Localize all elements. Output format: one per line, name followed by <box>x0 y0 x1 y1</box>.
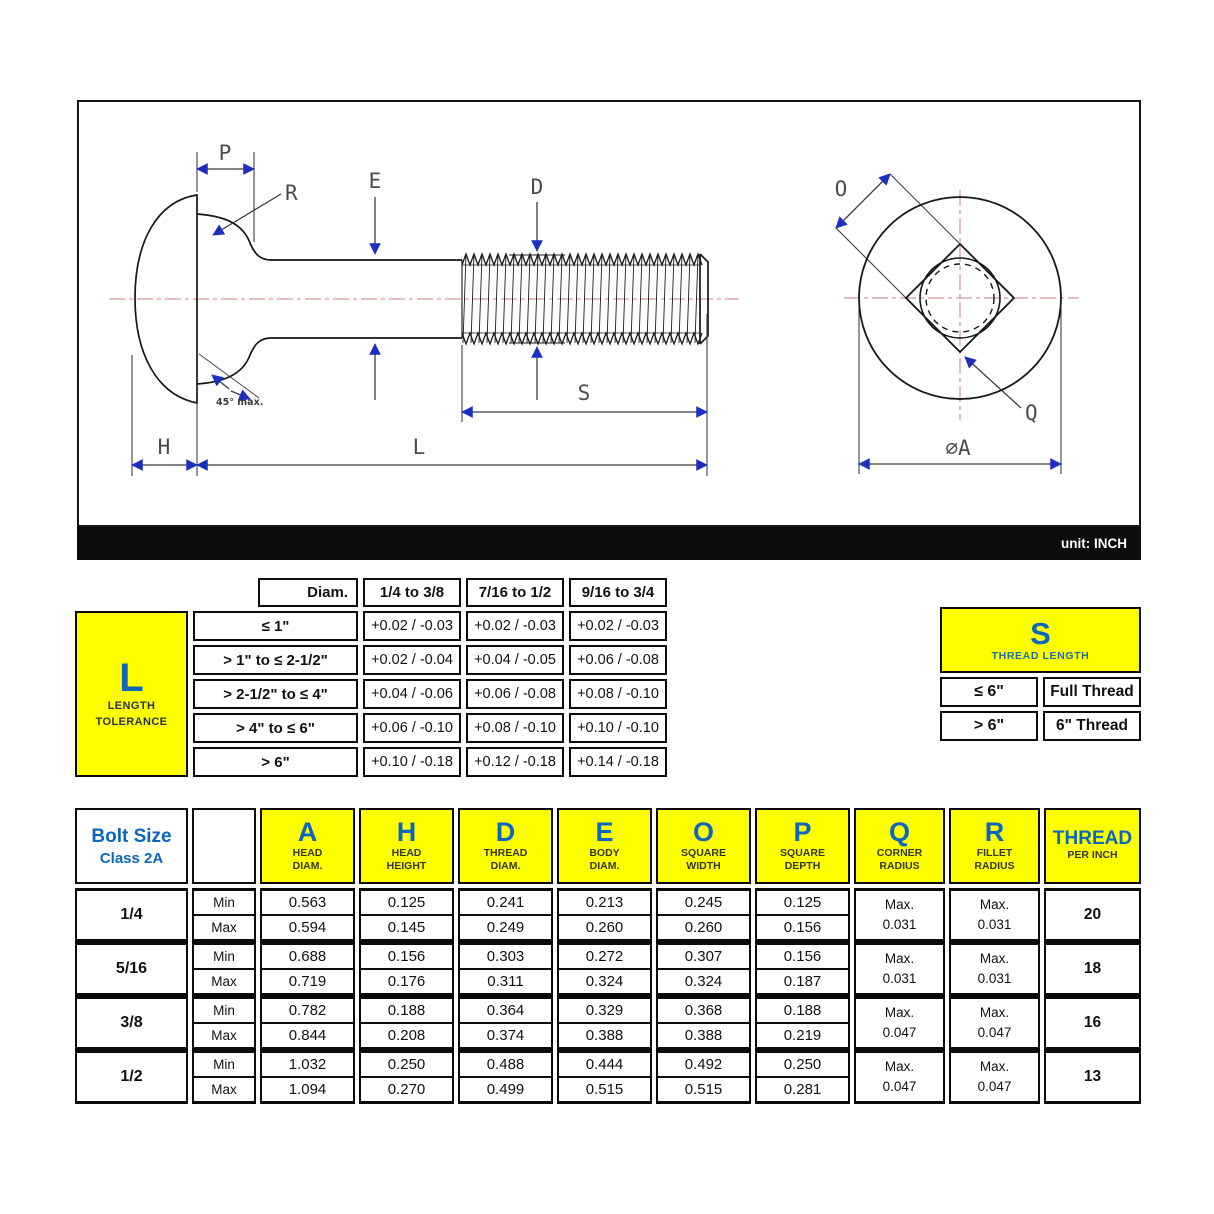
bolt-size: 5/16 <box>75 942 188 996</box>
tolerance-value: +0.06 / -0.08 <box>569 645 667 675</box>
corner-radius-cell: Max. 0.031 <box>854 888 945 942</box>
value-cell: 0.156 <box>359 942 454 969</box>
value-cell: 0.260 <box>656 915 751 942</box>
tolerance-value: +0.04 / -0.05 <box>466 645 564 675</box>
corner-radius-cell: Max. 0.047 <box>854 996 945 1050</box>
value-cell: 0.219 <box>755 1023 850 1050</box>
tolerance-value: +0.02 / -0.04 <box>363 645 461 675</box>
tolerance-header-col3: 9/16 to 3/4 <box>569 578 667 607</box>
thread-length-title-cell <box>940 607 1141 673</box>
value-cell: 0.444 <box>557 1050 652 1077</box>
max-label: Max <box>192 1023 256 1050</box>
label-l: L <box>412 435 426 459</box>
tolerance-value: +0.02 / -0.03 <box>466 611 564 641</box>
value-cell: 0.208 <box>359 1023 454 1050</box>
value-cell: 0.311 <box>458 969 553 996</box>
length-tolerance-title-cell <box>75 611 188 777</box>
bolt-size: 1/2 <box>75 1050 188 1104</box>
value-cell: 0.499 <box>458 1077 553 1104</box>
bolt-size: 1/4 <box>75 888 188 942</box>
tolerance-row-label: > 1" to ≤ 2-1/2" <box>193 645 358 675</box>
value-cell: 0.145 <box>359 915 454 942</box>
value-cell: 0.241 <box>458 888 553 915</box>
value-cell: 1.032 <box>260 1050 355 1077</box>
value-cell: 0.187 <box>755 969 850 996</box>
value-cell: 0.156 <box>755 915 850 942</box>
tolerance-row-label: ≤ 1" <box>193 611 358 641</box>
tolerance-value: +0.12 / -0.18 <box>466 747 564 777</box>
fillet-radius-cell: Max. 0.031 <box>949 888 1040 942</box>
value-cell: 0.176 <box>359 969 454 996</box>
tolerance-value: +0.10 / -0.18 <box>363 747 461 777</box>
thread-length-subtitle: THREAD LENGTH <box>991 650 1090 663</box>
value-cell: 0.594 <box>260 915 355 942</box>
label-phi-a: ⌀A <box>945 436 971 460</box>
tolerance-value: +0.08 / -0.10 <box>466 713 564 743</box>
fillet-radius-cell: Max. 0.047 <box>949 996 1040 1050</box>
value-cell: 0.492 <box>656 1050 751 1077</box>
value-cell: 0.188 <box>755 996 850 1023</box>
tolerance-header-col2: 7/16 to 1/2 <box>466 578 564 607</box>
value-cell: 0.125 <box>755 888 850 915</box>
unit-bar <box>77 527 1141 560</box>
value-cell: 0.324 <box>557 969 652 996</box>
value-cell: 0.303 <box>458 942 553 969</box>
column-header-P: P SQUARE DEPTH <box>755 808 850 884</box>
value-cell: 0.364 <box>458 996 553 1023</box>
value-cell: 1.094 <box>260 1077 355 1104</box>
thread-length-value: 6" Thread <box>1043 711 1141 741</box>
dimension-table-body <box>75 888 1141 1104</box>
thread-length-condition: ≤ 6" <box>940 677 1038 707</box>
unit-label: unit: INCH <box>1061 536 1127 551</box>
value-cell: 0.388 <box>656 1023 751 1050</box>
label-d: D <box>530 175 544 199</box>
carriage-bolt-drawing <box>79 102 1139 525</box>
fillet-radius-cell: Max. 0.031 <box>949 942 1040 996</box>
tolerance-row-label: > 6" <box>193 747 358 777</box>
value-cell: 0.249 <box>458 915 553 942</box>
value-cell: 0.260 <box>557 915 652 942</box>
corner-radius-cell: Max. 0.047 <box>854 1050 945 1104</box>
value-cell: 0.156 <box>755 942 850 969</box>
column-header-H: H HEAD HEIGHT <box>359 808 454 884</box>
min-label: Min <box>192 888 256 915</box>
value-cell: 0.844 <box>260 1023 355 1050</box>
value-cell: 0.515 <box>656 1077 751 1104</box>
label-o: O <box>834 177 848 201</box>
bolt-size-subtitle: Class 2A <box>99 849 164 867</box>
thread-length-condition: > 6" <box>940 711 1038 741</box>
thread-length-table <box>940 607 1141 741</box>
tolerance-value: +0.10 / -0.10 <box>569 713 667 743</box>
thread-profile <box>462 254 702 344</box>
threads-per-inch-cell: 13 <box>1044 1050 1141 1104</box>
max-label: Max <box>192 969 256 996</box>
label-h: H <box>157 435 171 459</box>
bolt-size-header-cell <box>75 808 188 884</box>
min-label: Min <box>192 942 256 969</box>
label-s: S <box>577 381 591 405</box>
thread-length-value: Full Thread <box>1043 677 1141 707</box>
column-header-THREAD: THREAD PER INCH <box>1044 808 1141 884</box>
bolt-size: 3/8 <box>75 996 188 1050</box>
threads-per-inch-cell: 18 <box>1044 942 1141 996</box>
value-cell: 0.329 <box>557 996 652 1023</box>
value-cell: 0.719 <box>260 969 355 996</box>
value-cell: 0.250 <box>359 1050 454 1077</box>
dimension-table-header <box>75 808 1141 884</box>
value-cell: 0.272 <box>557 942 652 969</box>
value-cell: 0.782 <box>260 996 355 1023</box>
column-header-D: D THREAD DIAM. <box>458 808 553 884</box>
threads-per-inch-cell: 20 <box>1044 888 1141 942</box>
column-header-A: A HEAD DIAM. <box>260 808 355 884</box>
value-cell: 0.374 <box>458 1023 553 1050</box>
tolerance-value: +0.14 / -0.18 <box>569 747 667 777</box>
length-tolerance-table <box>75 578 667 777</box>
value-cell: 0.281 <box>755 1077 850 1104</box>
corner-radius-cell: Max. 0.031 <box>854 942 945 996</box>
dimension-arrows <box>132 169 1061 465</box>
value-cell: 0.125 <box>359 888 454 915</box>
value-cell: 0.388 <box>557 1023 652 1050</box>
length-tolerance-subtitle: LENGTH TOLERANCE <box>95 699 168 728</box>
bolt-drawing-panel <box>77 100 1141 527</box>
threads-per-inch-cell: 16 <box>1044 996 1141 1050</box>
tolerance-value: +0.04 / -0.06 <box>363 679 461 709</box>
bolt-size-title: Bolt Size <box>91 826 172 848</box>
value-cell: 0.245 <box>656 888 751 915</box>
max-label: Max <box>192 1077 256 1104</box>
tolerance-value: +0.06 / -0.10 <box>363 713 461 743</box>
label-e: E <box>368 169 382 193</box>
min-label: Min <box>192 996 256 1023</box>
max-label: Max <box>192 915 256 942</box>
min-label: Min <box>192 1050 256 1077</box>
value-cell: 0.368 <box>656 996 751 1023</box>
tolerance-header-diam: Diam. <box>258 578 358 607</box>
column-header-Q: Q CORNER RADIUS <box>854 808 945 884</box>
value-cell: 0.515 <box>557 1077 652 1104</box>
value-cell: 0.563 <box>260 888 355 915</box>
fillet-radius-cell: Max. 0.047 <box>949 1050 1040 1104</box>
thread-length-letter: S <box>1030 615 1051 651</box>
column-header-O: O SQUARE WIDTH <box>656 808 751 884</box>
label-q: Q <box>1025 401 1038 425</box>
value-cell: 0.488 <box>458 1050 553 1077</box>
tolerance-row-label: > 4" to ≤ 6" <box>193 713 358 743</box>
tolerance-header-col1: 1/4 to 3/8 <box>363 578 461 607</box>
value-cell: 0.250 <box>755 1050 850 1077</box>
value-cell: 0.213 <box>557 888 652 915</box>
column-header-E: E BODY DIAM. <box>557 808 652 884</box>
label-r: R <box>285 181 298 205</box>
tolerance-value: +0.06 / -0.08 <box>466 679 564 709</box>
length-tolerance-letter: L <box>119 655 144 700</box>
tolerance-value: +0.02 / -0.03 <box>363 611 461 641</box>
label-angle-note: 45° max. <box>216 397 264 408</box>
tolerance-value: +0.02 / -0.03 <box>569 611 667 641</box>
tolerance-row-label: > 2-1/2" to ≤ 4" <box>193 679 358 709</box>
value-cell: 0.307 <box>656 942 751 969</box>
value-cell: 0.324 <box>656 969 751 996</box>
label-p: P <box>218 141 232 165</box>
empty-header-cell <box>192 808 256 884</box>
value-cell: 0.188 <box>359 996 454 1023</box>
column-header-R: R FILLET RADIUS <box>949 808 1040 884</box>
value-cell: 0.688 <box>260 942 355 969</box>
tolerance-value: +0.08 / -0.10 <box>569 679 667 709</box>
value-cell: 0.270 <box>359 1077 454 1104</box>
